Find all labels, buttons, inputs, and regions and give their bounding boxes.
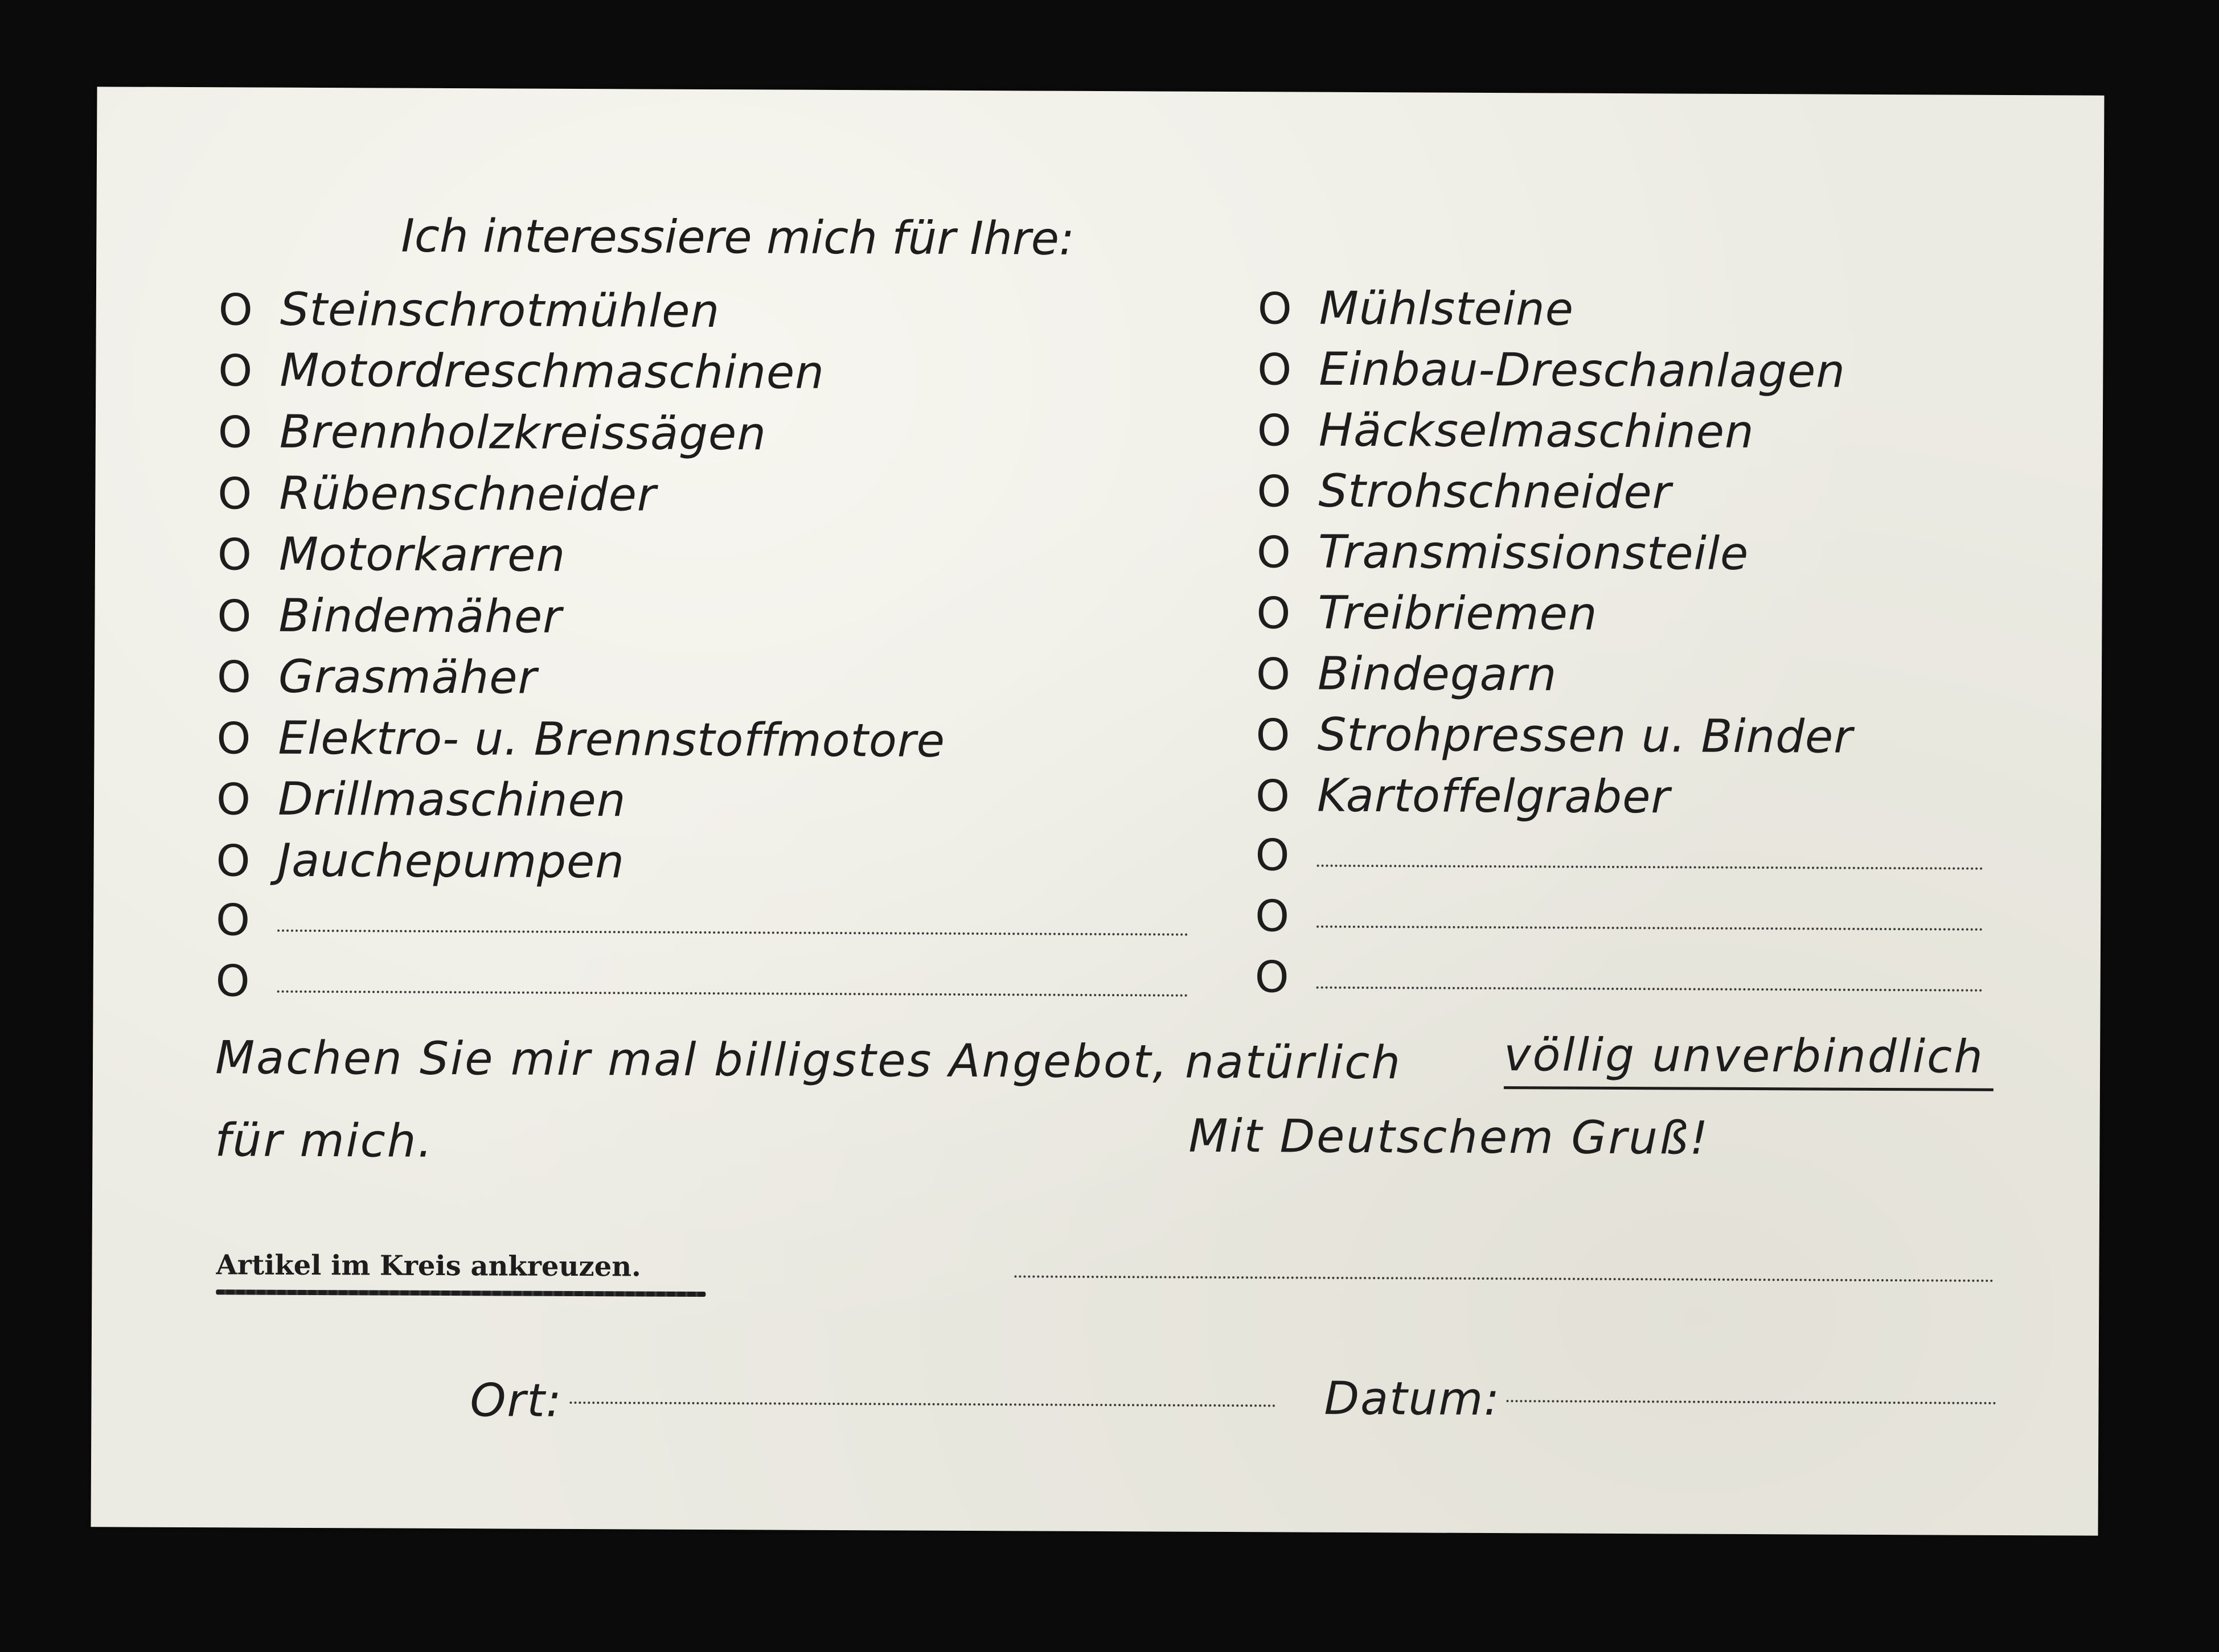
place-label: Ort: bbox=[470, 1374, 563, 1427]
offer-request-text-continued: für mich. bbox=[215, 1113, 434, 1168]
item-label: Drillmaschinen bbox=[277, 772, 626, 827]
instruction-underline bbox=[216, 1289, 706, 1297]
item-label: Motordreschmaschinen bbox=[280, 343, 825, 399]
checkbox-circle[interactable]: O bbox=[1257, 466, 1291, 517]
date-label: Datum: bbox=[1324, 1371, 1501, 1426]
item-label: Bindegarn bbox=[1317, 647, 1557, 701]
list-item bbox=[217, 527, 566, 582]
offer-request-text: Machen Sie mir mal billigstes Angebot, natürlich bbox=[215, 1031, 1402, 1090]
checkbox-circle[interactable]: O bbox=[1256, 648, 1291, 700]
checkbox-circle[interactable]: O bbox=[215, 955, 250, 1006]
list-item bbox=[1256, 586, 1598, 640]
item-label: Strohpressen u. Binder bbox=[1317, 708, 1853, 763]
signature-line[interactable] bbox=[1014, 1275, 1994, 1282]
greeting-text: Mit Deutschem Gruß! bbox=[1188, 1109, 1710, 1165]
list-item bbox=[216, 833, 625, 889]
checkbox-circle[interactable]: O bbox=[218, 345, 253, 396]
item-label: Treibriemen bbox=[1318, 586, 1598, 640]
checkbox-circle[interactable]: O bbox=[1255, 770, 1290, 821]
list-item bbox=[218, 282, 720, 338]
offer-emphasis-text: völlig unverbindlich bbox=[1503, 1028, 1985, 1083]
item-label: Motorkarren bbox=[278, 527, 566, 582]
checkbox-circle[interactable]: O bbox=[1257, 283, 1292, 334]
checkbox-circle[interactable]: O bbox=[1257, 344, 1292, 395]
list-item-blank bbox=[215, 894, 1188, 946]
list-item bbox=[216, 772, 626, 827]
checkbox-circle[interactable]: O bbox=[218, 406, 252, 458]
list-item bbox=[1257, 342, 1846, 398]
checkbox-circle[interactable]: O bbox=[217, 590, 252, 642]
write-in-line[interactable] bbox=[277, 990, 1188, 997]
list-item bbox=[1257, 403, 1754, 459]
list-item bbox=[216, 650, 538, 704]
list-item-blank bbox=[1255, 890, 1983, 942]
place-field[interactable] bbox=[569, 1401, 1275, 1407]
item-label: Transmissionsteile bbox=[1318, 525, 1749, 580]
checkbox-circle[interactable]: O bbox=[215, 894, 251, 946]
list-item-blank bbox=[1255, 829, 1983, 881]
list-item bbox=[217, 589, 563, 643]
list-item bbox=[1257, 281, 1574, 336]
checkbox-circle[interactable]: O bbox=[1256, 709, 1290, 761]
item-label: Rübenschneider bbox=[279, 466, 657, 521]
checkbox-circle[interactable]: O bbox=[1257, 405, 1291, 456]
list-item bbox=[218, 343, 825, 399]
write-in-line[interactable] bbox=[1316, 986, 1983, 992]
card-heading: Ich interessiere mich für Ihre: bbox=[401, 209, 1075, 265]
write-in-line[interactable] bbox=[1316, 925, 1983, 931]
item-label: Jauchepumpen bbox=[277, 833, 625, 889]
checkbox-circle[interactable]: O bbox=[216, 713, 251, 764]
list-item bbox=[1256, 525, 1749, 580]
list-item bbox=[1257, 464, 1672, 519]
checkbox-circle[interactable]: O bbox=[1256, 587, 1291, 639]
item-label: Strohschneider bbox=[1318, 464, 1672, 519]
instruction-text: Artikel im Kreis ankreuzen. bbox=[216, 1249, 641, 1283]
checkbox-circle[interactable]: O bbox=[1255, 829, 1290, 881]
item-label: Elektro- u. Brennstoffmotore bbox=[278, 711, 946, 767]
list-item bbox=[216, 711, 946, 767]
write-in-line[interactable] bbox=[277, 929, 1188, 936]
emphasis-underline bbox=[1504, 1086, 1994, 1091]
checkbox-circle[interactable]: O bbox=[218, 468, 252, 519]
list-item bbox=[1256, 647, 1557, 701]
item-label: Mühlsteine bbox=[1319, 281, 1574, 336]
checkbox-circle[interactable]: O bbox=[1256, 527, 1291, 578]
item-label: Brennholzkreissägen bbox=[279, 405, 767, 461]
checkbox-circle[interactable]: O bbox=[216, 835, 251, 886]
checkbox-circle[interactable]: O bbox=[216, 774, 251, 825]
list-item bbox=[218, 405, 767, 461]
item-label: Grasmäher bbox=[278, 650, 538, 704]
item-label: Bindemäher bbox=[278, 589, 563, 643]
list-item bbox=[1256, 708, 1853, 763]
item-label: Einbau-Dreschanlagen bbox=[1319, 342, 1846, 398]
checkbox-circle[interactable]: O bbox=[218, 284, 253, 335]
item-label: Kartoffelgraber bbox=[1316, 769, 1671, 824]
checkbox-circle[interactable]: O bbox=[217, 529, 252, 580]
item-label: Häckselmaschinen bbox=[1318, 403, 1754, 459]
list-item-blank bbox=[1254, 951, 1983, 1002]
checkbox-circle[interactable]: O bbox=[216, 651, 252, 702]
checkbox-circle[interactable]: O bbox=[1254, 951, 1289, 1002]
checkbox-circle[interactable]: O bbox=[1255, 890, 1290, 942]
list-item-blank bbox=[215, 955, 1188, 1006]
write-in-line[interactable] bbox=[1317, 864, 1983, 870]
list-item bbox=[1255, 769, 1671, 824]
list-item bbox=[218, 466, 657, 521]
date-field[interactable] bbox=[1506, 1399, 1996, 1404]
reply-card bbox=[91, 87, 2104, 1535]
item-label: Steinschrotmühlen bbox=[280, 282, 720, 338]
